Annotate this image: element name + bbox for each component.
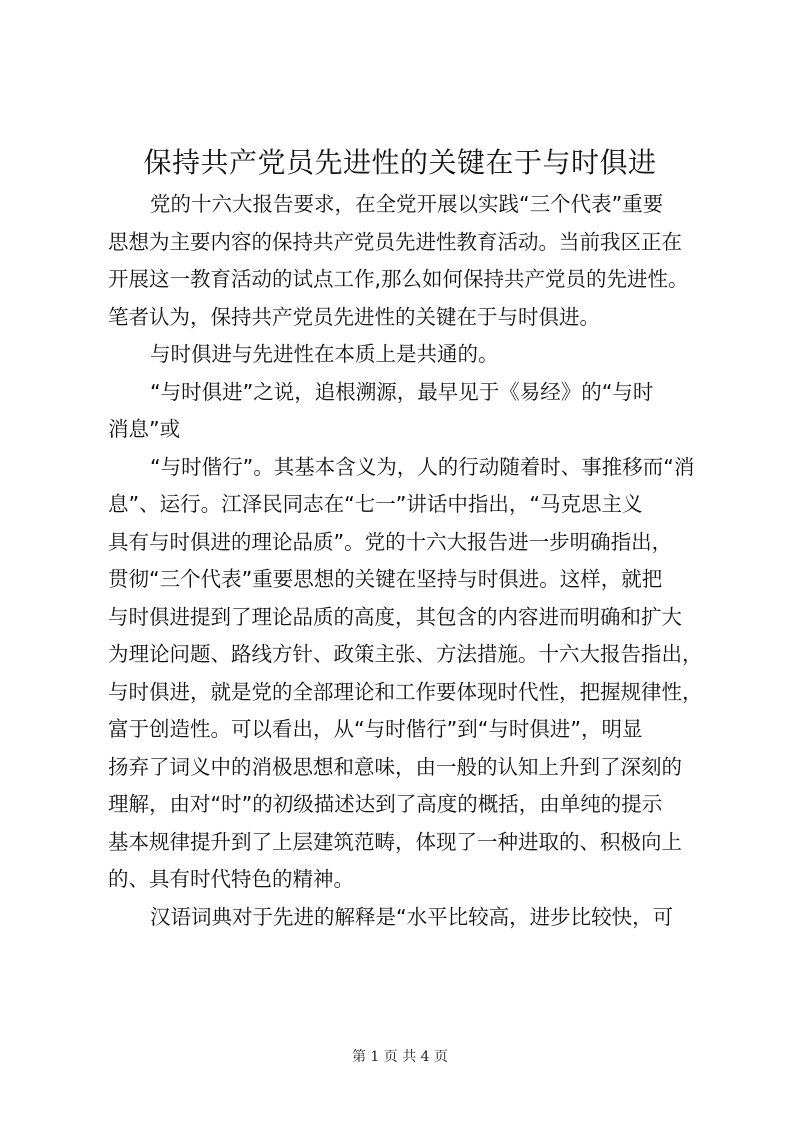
text-line: 与时俱进提到了理论品质的高度，其包含的内容进而明确和扩大 <box>108 604 682 629</box>
text-line: 思想为主要内容的保持共产党员先进性教育活动。当前我区正在 <box>108 229 682 254</box>
text-line: 富于创造性。可以看出，从“与时偕行”到“与时俱进”，明显 <box>108 717 643 741</box>
text-line: 党的十六大报告要求，在全党开展以实践“三个代表”重要 <box>150 192 664 216</box>
body-text <box>108 186 708 936</box>
text-line: 笔者认为，保持共产党员先进性的关键在于与时俱进。 <box>108 304 600 329</box>
text-line: 为理论问题、路线方针、政策主张、方法措施。十六大报告指出， <box>108 642 703 666</box>
page-footer: 第 1 页 共 4 页 <box>351 1049 449 1065</box>
text-line: 汉语词典对于先进的解释是“水平比较高，进步比较快，可 <box>150 904 674 929</box>
text-line: “与时偕行”。其基本含义为，人的行动随着时、事推移而“消 <box>150 454 695 479</box>
text-line: 理解，由对“时”的初级描述达到了高度的概括，由单纯的提示 <box>108 792 663 816</box>
text-line: 与时俱进与先进性在本质上是共通的。 <box>150 342 499 366</box>
text-line: 具有与时俱进的理论品质”。党的十六大报告进一步明确指出， <box>108 529 673 554</box>
text-line: “与时俱进”之说，追根溯源，最早见于《易经》的“与时 <box>150 379 654 404</box>
text-line: 贯彻“三个代表”重要思想的关键在坚持与时俱进。这样，就把 <box>108 567 663 591</box>
text-line: 扬弃了词义中的消极思想和意味，由一般的认知上升到了深刻的 <box>108 754 682 779</box>
text-line: 的、具有时代特色的精神。 <box>108 867 354 891</box>
text-line: 基本规律提升到了上层建筑范畴，体现了一种进取的、积极向上 <box>108 829 682 854</box>
text-line: 消息”或 <box>108 417 181 441</box>
text-line: 息”、运行。江泽民同志在“七一”讲话中指出，“马克思主义 <box>108 492 643 516</box>
page-title: 保持共产党员先进性的关键在于与时俱进 <box>143 146 657 179</box>
text-line: 开展这一教育活动的试点工作,那么如何保持共产党员的先进性。 <box>108 267 689 291</box>
text-line: 与时俱进，就是党的全部理论和工作要体现时代性，把握规律性， <box>108 679 703 704</box>
